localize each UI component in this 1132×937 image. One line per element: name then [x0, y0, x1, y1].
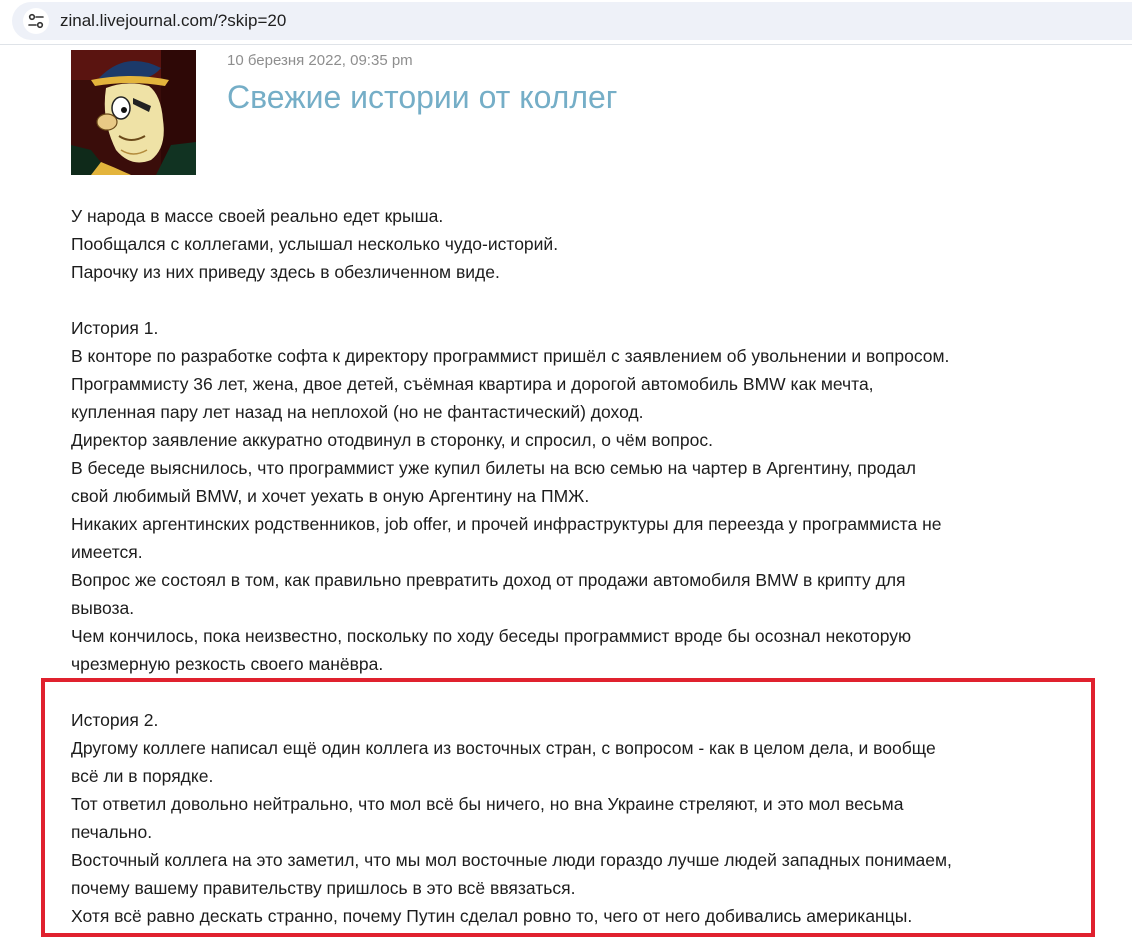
story-line: вывоза.	[71, 598, 135, 618]
journal-post	[0, 45, 1132, 933]
story-1	[71, 314, 1111, 678]
story-line: Хотя всё равно дескать странно, почему Путин сделал ровно то, чего от него добивались американцы.	[71, 906, 913, 926]
story-line: Вопрос же состоял в том, как правильно превратить доход от продажи автомобиля BMW в крипту для	[71, 570, 906, 590]
intro-line: У народа в массе своей реально едет крыша.	[71, 206, 444, 226]
story-line: В конторе по разработке софта к директору программист пришёл с заявлением об увольнении и вопросом.	[71, 346, 950, 366]
browser-address-bar	[0, 0, 1132, 45]
omnibox[interactable]	[12, 2, 1132, 40]
story-line: Восточный коллега на это заметил, что мы мол восточные люди гораздо лучше людей западных понимаем,	[71, 850, 952, 870]
story-line: Никаких аргентинских родственников, job offer, и прочей инфраструктуры для переезда у программиста не	[71, 514, 942, 534]
story-2-heading: История 2.	[71, 710, 159, 730]
url-text[interactable]: zinal.livejournal.com/?skip=20	[60, 11, 287, 30]
story-line: печально.	[71, 822, 153, 842]
story-line: Тот ответил довольно нейтрально, что мол всё бы ничего, но вна Украине стреляют, и это мол весьма	[71, 794, 904, 814]
pirate-cartoon-avatar-image	[71, 50, 196, 175]
story-line: В беседе выяснилось, что программист уже купил билеты на всю семью на чартер в Аргентину, продал	[71, 458, 917, 478]
story-line: Программисту 36 лет, жена, двое детей, съёмная квартира и дорогой автомобиль BMW как мечта,	[71, 374, 874, 394]
tune-icon[interactable]	[23, 8, 49, 34]
story-line: имеется.	[71, 542, 143, 562]
intro-line: Пообщался с коллегами, услышал несколько чудо-историй.	[71, 234, 559, 254]
intro-line: Парочку из них приведу здесь в обезличенном виде.	[71, 262, 500, 282]
post-intro	[71, 202, 1111, 286]
post-title[interactable]: Свежие истории от коллег	[227, 79, 618, 115]
story-line: Директор заявление аккуратно отодвинул в сторонку, и спросил, о чём вопрос.	[71, 430, 713, 450]
user-avatar[interactable]	[71, 50, 196, 175]
post-date: 10 березня 2022, 09:35 pm	[227, 52, 413, 69]
story-1-heading: История 1.	[71, 318, 159, 338]
story-line: Чем кончилось, пока неизвестно, поскольку по ходу беседы программист вроде бы осознал некоторую	[71, 626, 912, 646]
story-line: Другому коллеге написал ещё один коллега из восточных стран, с вопросом - как в целом дела, и вообще	[71, 738, 936, 758]
story-line: свой любимый BMW, и хочет уехать в оную Аргентину на ПМЖ.	[71, 486, 590, 506]
story-line: почему вашему правительству пришлось в это всё ввязаться.	[71, 878, 576, 898]
story-line: чрезмерную резкость своего манёвра.	[71, 654, 384, 674]
story-line: всё ли в порядке.	[71, 766, 214, 786]
story-line: купленная пару лет назад на неплохой (но не фантастический) доход.	[71, 402, 644, 422]
story-2	[71, 706, 1111, 930]
